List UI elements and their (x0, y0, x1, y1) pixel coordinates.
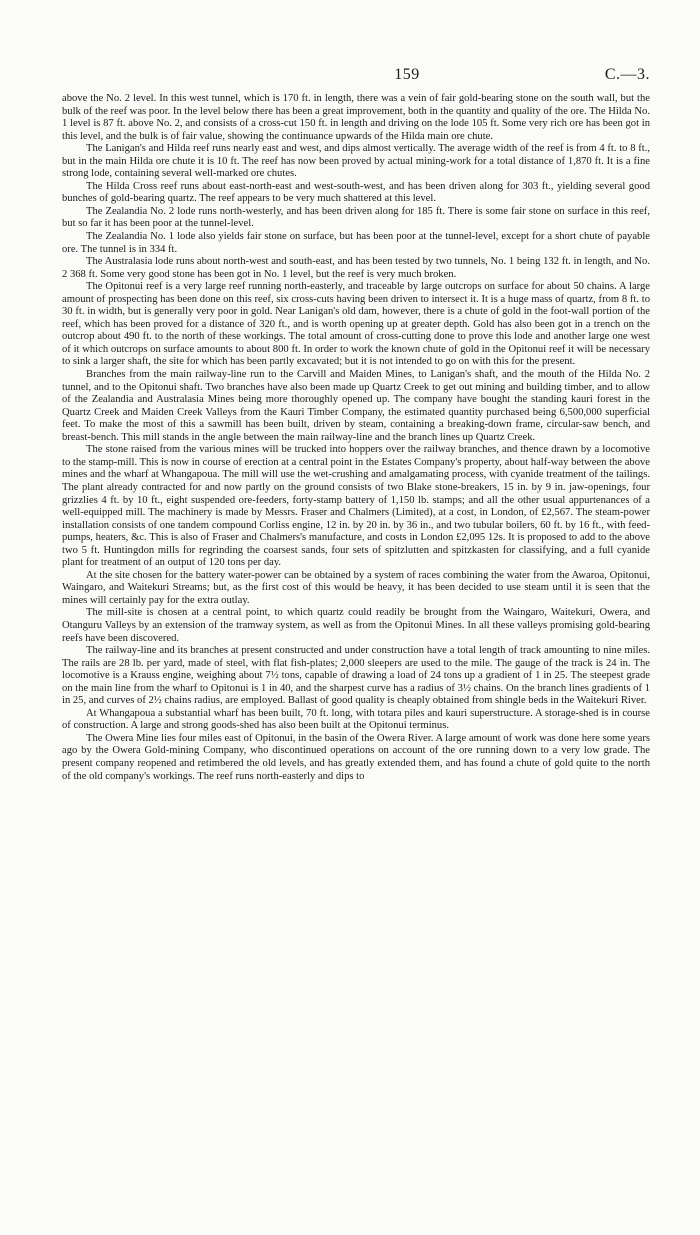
page-number: 159 (394, 66, 420, 83)
paragraph-mill-site: The mill-site is chosen at a central point, to which quartz could readily be brought from the Waingaro, Waitekuri, Owera, and Otanguru Valleys by an extension of the tramway system, as well as from the Opitonui Mines. In all these valleys promising gold-bearing reefs have been discovered. (62, 607, 650, 644)
paragraph-zealandia-no1: The Zealandia No. 1 lode also yields fair stone on surface, but has been poor at the tunnel-level, except for a short chute of payable ore. The tunnel is in 334 ft. (62, 231, 650, 255)
body-text (62, 93, 650, 783)
paragraph-opitonui-reef: The Opitonui reef is a very large reef running north-easterly, and traceable by large outcrops on surface for about 50 chains. A large amount of prospecting has been done on this reef, six cross-cuts having been driven to intersect it. It is a huge mass of quartz, from 8 ft. to 30 ft. in width, but is generally very poor in gold. Near Lanigan's old dam, however, there is a chute of gold in the foot-wall portion of the reef, which has been proved for a distance of 320 ft., and is worth opening up at greater depth. Gold has also been got in a trench on the outcrop about 490 ft. to the north of these workings. The total amount of cross-cutting done to prove this lode and another large one west of it which outcrops on surface amounts to about 800 ft. In order to work the known chute of gold in the Opitonui reef it will be necessary to sink a larger shaft, the site for which has been partly excavated; but it is not intended to go on with this for the present. (62, 281, 650, 368)
document-reference: C.—3. (604, 66, 650, 83)
paragraph-railway-branches: Branches from the main railway-line run to the Carvill and Maiden Mines, to Lanigan's shaft, and the mouth of the Hilda No. 2 tunnel, and to the Opitonui shaft. Two branches have also been made up Quartz Creek to get out mining and building timber, and to allow of the Zealandia and Australasia Mines being more thoroughly opened up. The company have bought the standing kauri forest in the Quartz Creek and Maiden Creek Valleys from the Kauri Timber Company, the estimated quantity purchased being 6,500,000 superficial feet. To make the most of this a sawmill has been built, driven by steam, containing a breaking-down frame, circular-saw bench, and breast-bench. This mill stands in the angle between the main railway-line and the branch lines up Quartz Creek. (62, 369, 650, 443)
paragraph-lanigans-hilda-reef: The Lanigan's and Hilda reef runs nearly east and west, and dips almost vertically. The average width of the reef is from 4 ft. to 8 ft., but in the main Hilda ore chute it is 10 ft. The reef has now been proved by actual mining-work for a total distance of 1,870 ft. It is a fine strong lode, containing several well-marked ore chutes. (62, 143, 650, 180)
paragraph-owera-mine: The Owera Mine lies four miles east of Opitonui, in the basin of the Owera River. A large amount of work was done here some years ago by the Owera Gold-mining Company, who discontinued operations on account of the ore running down to a very low grade. The present company reopened and retimbered the old levels, and has greatly extended them, and has found a chute of gold quite to the north of the old company's workings. The reef runs north-easterly and dips to (62, 732, 650, 782)
paragraph-stamp-mill: The stone raised from the various mines will be trucked into hoppers over the railway branches, and thence drawn by a locomotive to the stamp-mill. This is now in course of erection at a central point in the Estates Company's property, about half-way between the above mines and the wharf at Whangapoua. The mill will use the wet-crushing and amalgamating process, with cyanide treatment of the tailings. The plant already contracted for and now partly on the ground consists of two Blake stone-breakers, 15 in. by 9 in. jaw-openings, four grizzlies 4 ft. by 10 ft., eight suspended ore-feeders, forty-stamp battery of 1,150 lb. stamps; and all the other usual appurtenances of a well-equipped mill. The machinery is made by Messrs. Fraser and Chalmers (Limited), at a cost, in London, of £2,567. The steam-power installation consists of one tandem compound Corliss engine, 12 in. by 20 in. by 36 in., and two tubular boilers, 60 ft. by 16 ft., with feed-pumps, heaters, &c. This is also of Fraser and Chalmers's manufacture, and costs in London £2,095 12s. It is proposed to add to the above two 5 ft. Huntingdon mills for regrinding the coarsest sands, four sets of spitzlutten and spitzkasten for classifying, and a full cyanide plant for treatment of an output of 120 tons per day. (62, 444, 650, 569)
page-header (62, 66, 650, 86)
paragraph-hilda-levels: above the No. 2 level. In this west tunnel, which is 170 ft. in length, there was a vein of fair gold-bearing stone on the south wall, but the bulk of the reef was poor. In the level below there has been a great improvement, both in the quantity and quality of the ore. The Hilda No. 1 level is 87 ft. above No. 2, and consists of a cross-cut 150 ft. in length and driving on the lode 105 ft. Some very rich ore has been got in this level, and the bulk is of fair value, showing the continuance upwards of the Hilda main ore chute. (62, 93, 650, 142)
paragraph-water-power: At the site chosen for the battery water-power can be obtained by a system of races combining the water from the Awaroa, Opitonui, Waingaro, and Waitekuri Streams; but, as the first cost of this would be heavy, it has been decided to use steam until it is seen that the mines will certainly pay for the extra outlay. (62, 569, 650, 606)
paragraph-australasia-lode: The Australasia lode runs about north-west and south-east, and has been tested by two tunnels, No. 1 being 132 ft. in length, and No. 2 368 ft. Some very good stone has been got in No. 1 level, but the reef is very much broken. (62, 256, 650, 280)
paragraph-zealandia-no2: The Zealandia No. 2 lode runs north-westerly, and has been driven along for 185 ft. There is some fair stone on surface in this reef, but so far it has been poor at the tunnel-level. (62, 205, 650, 230)
paragraph-hilda-cross-reef: The Hilda Cross reef runs about east-north-east and west-south-west, and has been driven along for 303 ft., yielding several good bunches of gold-bearing quartz. The reef appears to be very much shattered at this level. (62, 180, 650, 205)
paragraph-whangapoua-wharf: At Whangapoua a substantial wharf has been built, 70 ft. long, with totara piles and kauri superstructure. A storage-shed is in course of construction. A large and strong goods-shed has also been built at the Opitonui terminus. (62, 707, 650, 732)
paragraph-railway-line: The railway-line and its branches at present constructed and under construction have a total length of track amounting to nine miles. The rails are 28 lb. per yard, made of steel, with flat fish-plates; 2,000 sleepers are used to the mile. The gauge of the track is 24 in. The locomotive is a Krauss engine, weighing about 7½ tons, capable of drawing a load of 24 tons up a gradient of 1 in 25. The steepest grade on the main line from the wharf to Opitonui is 1 in 40, and the sharpest curve has a radius of 3½ chains. On the branch lines gradients of 1 in 25, and curves of 2½ chains radius, are employed. Ballast of good quality is cheaply obtained from shingle beds in the Waitekuri River. (62, 645, 650, 707)
